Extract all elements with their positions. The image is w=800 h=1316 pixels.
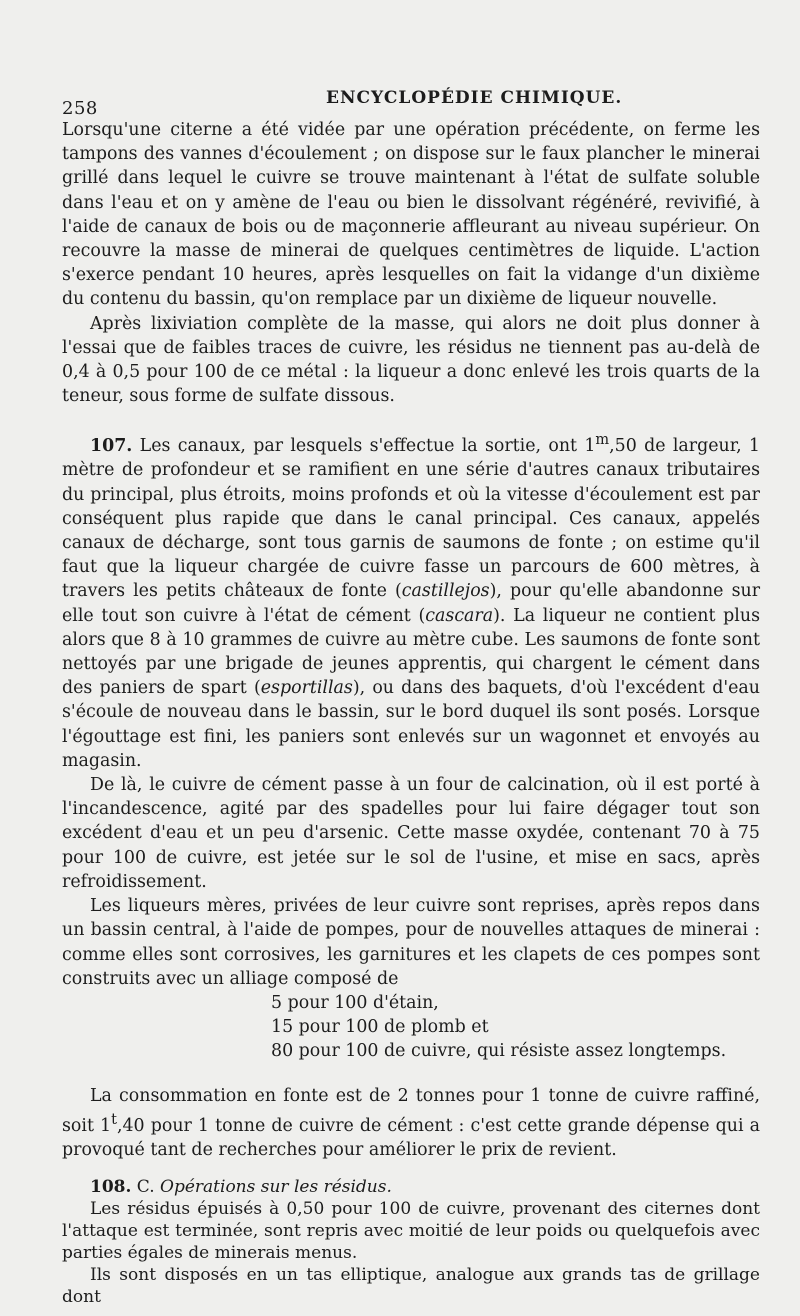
running-head: ENCYCLOPÉDIE CHIMIQUE. <box>326 88 623 108</box>
p107-sup: m <box>595 432 610 449</box>
section-number-107: 107. <box>90 436 133 457</box>
paragraph-107 <box>62 428 760 773</box>
lower-section <box>62 1176 760 1308</box>
alloy-line-tin: 5 pour 100 d'étain, <box>271 992 439 1013</box>
p107-term-cascara: cascara <box>425 605 494 626</box>
page-number: 258 <box>62 98 98 119</box>
paragraph-2: Après lixiviation complète de la masse, qui alors ne doit plus donner à l'essai que de faibles traces de cuivre, les résidus ne tiennent pas au-delà de 0,4 à 0,5 pour 100 de ce métal : la liqueur a donc enlevé les trois quarts de la teneur, sous forme de sulfate dissous. <box>62 313 760 407</box>
section-108-title: Opérations sur les résidus. <box>160 1176 392 1197</box>
paragraph-tas: Ils sont disposés en un tas elliptique, analogue aux grands tas de grillage dont <box>62 1264 760 1307</box>
p107-term-castillejos: castillejos <box>401 581 490 602</box>
paragraph-1: Lorsqu'une citerne a été vidée par une opération précédente, on ferme les tampons des vannes d'écoulement ; on dispose sur le faux plancher le minerai grillé dans lequel le cuivre se trouve maintenant à l'état de sulfate soluble dans l'eau et on y amène de l'eau ou bien le dissolvant régénéré, revivifié, à l'aide de canaux de bois ou de maçonnerie affleurant au niveau supérieur. On recouvre la masse de minerai de quelques centimètres de liquide. L'action s'exerce pendant 10 heures, après lesquelles on fait la vidange d'un dixième du contenu du bassin, qu'on remplace par un dixième de liqueur nouvelle. <box>62 120 760 310</box>
section-number-108: 108. <box>90 1176 132 1197</box>
alloy-line-lead: 15 pour 100 de plomb et <box>271 1017 489 1038</box>
page-header <box>62 70 760 118</box>
paragraph-consommation <box>62 1084 760 1162</box>
consommation-text-b: ,40 pour 1 tonne de cuivre de cément : c'est cette grande dépense qui a provoqué tant de recherches pour améliorer le prix de revient. <box>62 1115 761 1160</box>
p107-text-e: ), ou dans des baquets, d'où l'excédent d'eau s'écoule de nouveau dans le bassin, sur le bord duquel ils sont posés. Lorsque l'égouttage est fini, les paniers sont enlevés sur un wagonnet et envoyés au magasin. <box>62 678 760 771</box>
paragraph-calcination: De là, le cuivre de cément passe à un four de calcination, où il est porté à l'incandescence, agité par des spadelles pour lui faire dégager tout son excédent d'eau et un peu d'arsenic. Cette masse oxydée, contenant 70 à 75 pour 100 de cuivre, est jetée sur le sol de l'usine, et mise en sacs, après refroidissement. <box>62 775 760 892</box>
paragraph-liqueurs-meres: Les liqueurs mères, privées de leur cuivre sont reprises, après repos dans un bassin central, à l'aide de pompes, pour de nouvelles attaques de minerai : comme elles sont corrosives, les garnitures et les clapets de ces pompes sont construits avec un alliage composé de <box>62 896 760 989</box>
p107-text-b: ,50 de largeur, 1 mètre de profondeur et se ramifient en une série d'autres canaux tributaires du principal, plus étroits, moins profonds et où la vitesse d'écoulement est par conséquent plus rapide que dans le canal principal. Ces canaux, appelés canaux de décharge, sont tous garnis de saumons de fonte ; on estime qu'il faut que la liqueur chargée de cuivre fasse un parcours de 600 mètres, à travers les petits châteaux de fonte ( <box>62 436 760 602</box>
section-heading-108 <box>62 1176 760 1198</box>
p107-term-esportillas: esportillas <box>260 678 353 699</box>
p107-text-a: Les canaux, par lesquels s'effectue la sortie, ont 1 <box>132 436 596 457</box>
p107-text-c: ), pour qu'elle abandonne sur elle tout son cuivre à l'état de cément ( <box>62 581 761 626</box>
consommation-text-a: La consommation en fonte est de 2 tonnes pour 1 tonne de cuivre raffiné, soit 1 <box>62 1085 760 1136</box>
body-text <box>62 118 760 1162</box>
consommation-sup: t <box>111 1111 117 1128</box>
paragraph-residus: Les résidus épuisés à 0,50 pour 100 de cuivre, provenant des citernes dont l'attaque est terminée, sont repris avec moitié de leur poids ou quelquefois avec parties égales de minerais menus. <box>62 1198 760 1263</box>
p107-text-d: ). La liqueur ne contient plus alors que 8 à 10 grammes de cuivre au mètre cube. Les saumons de fonte sont nettoyés par une brigade de jeunes apprentis, qui chargent le cément dans des paniers de spart ( <box>62 605 760 699</box>
section-108-letter: C. <box>131 1176 161 1197</box>
alloy-line-copper: 80 pour 100 de cuivre, qui résiste assez longtemps. <box>271 1041 727 1062</box>
alloy-list <box>62 991 760 1064</box>
